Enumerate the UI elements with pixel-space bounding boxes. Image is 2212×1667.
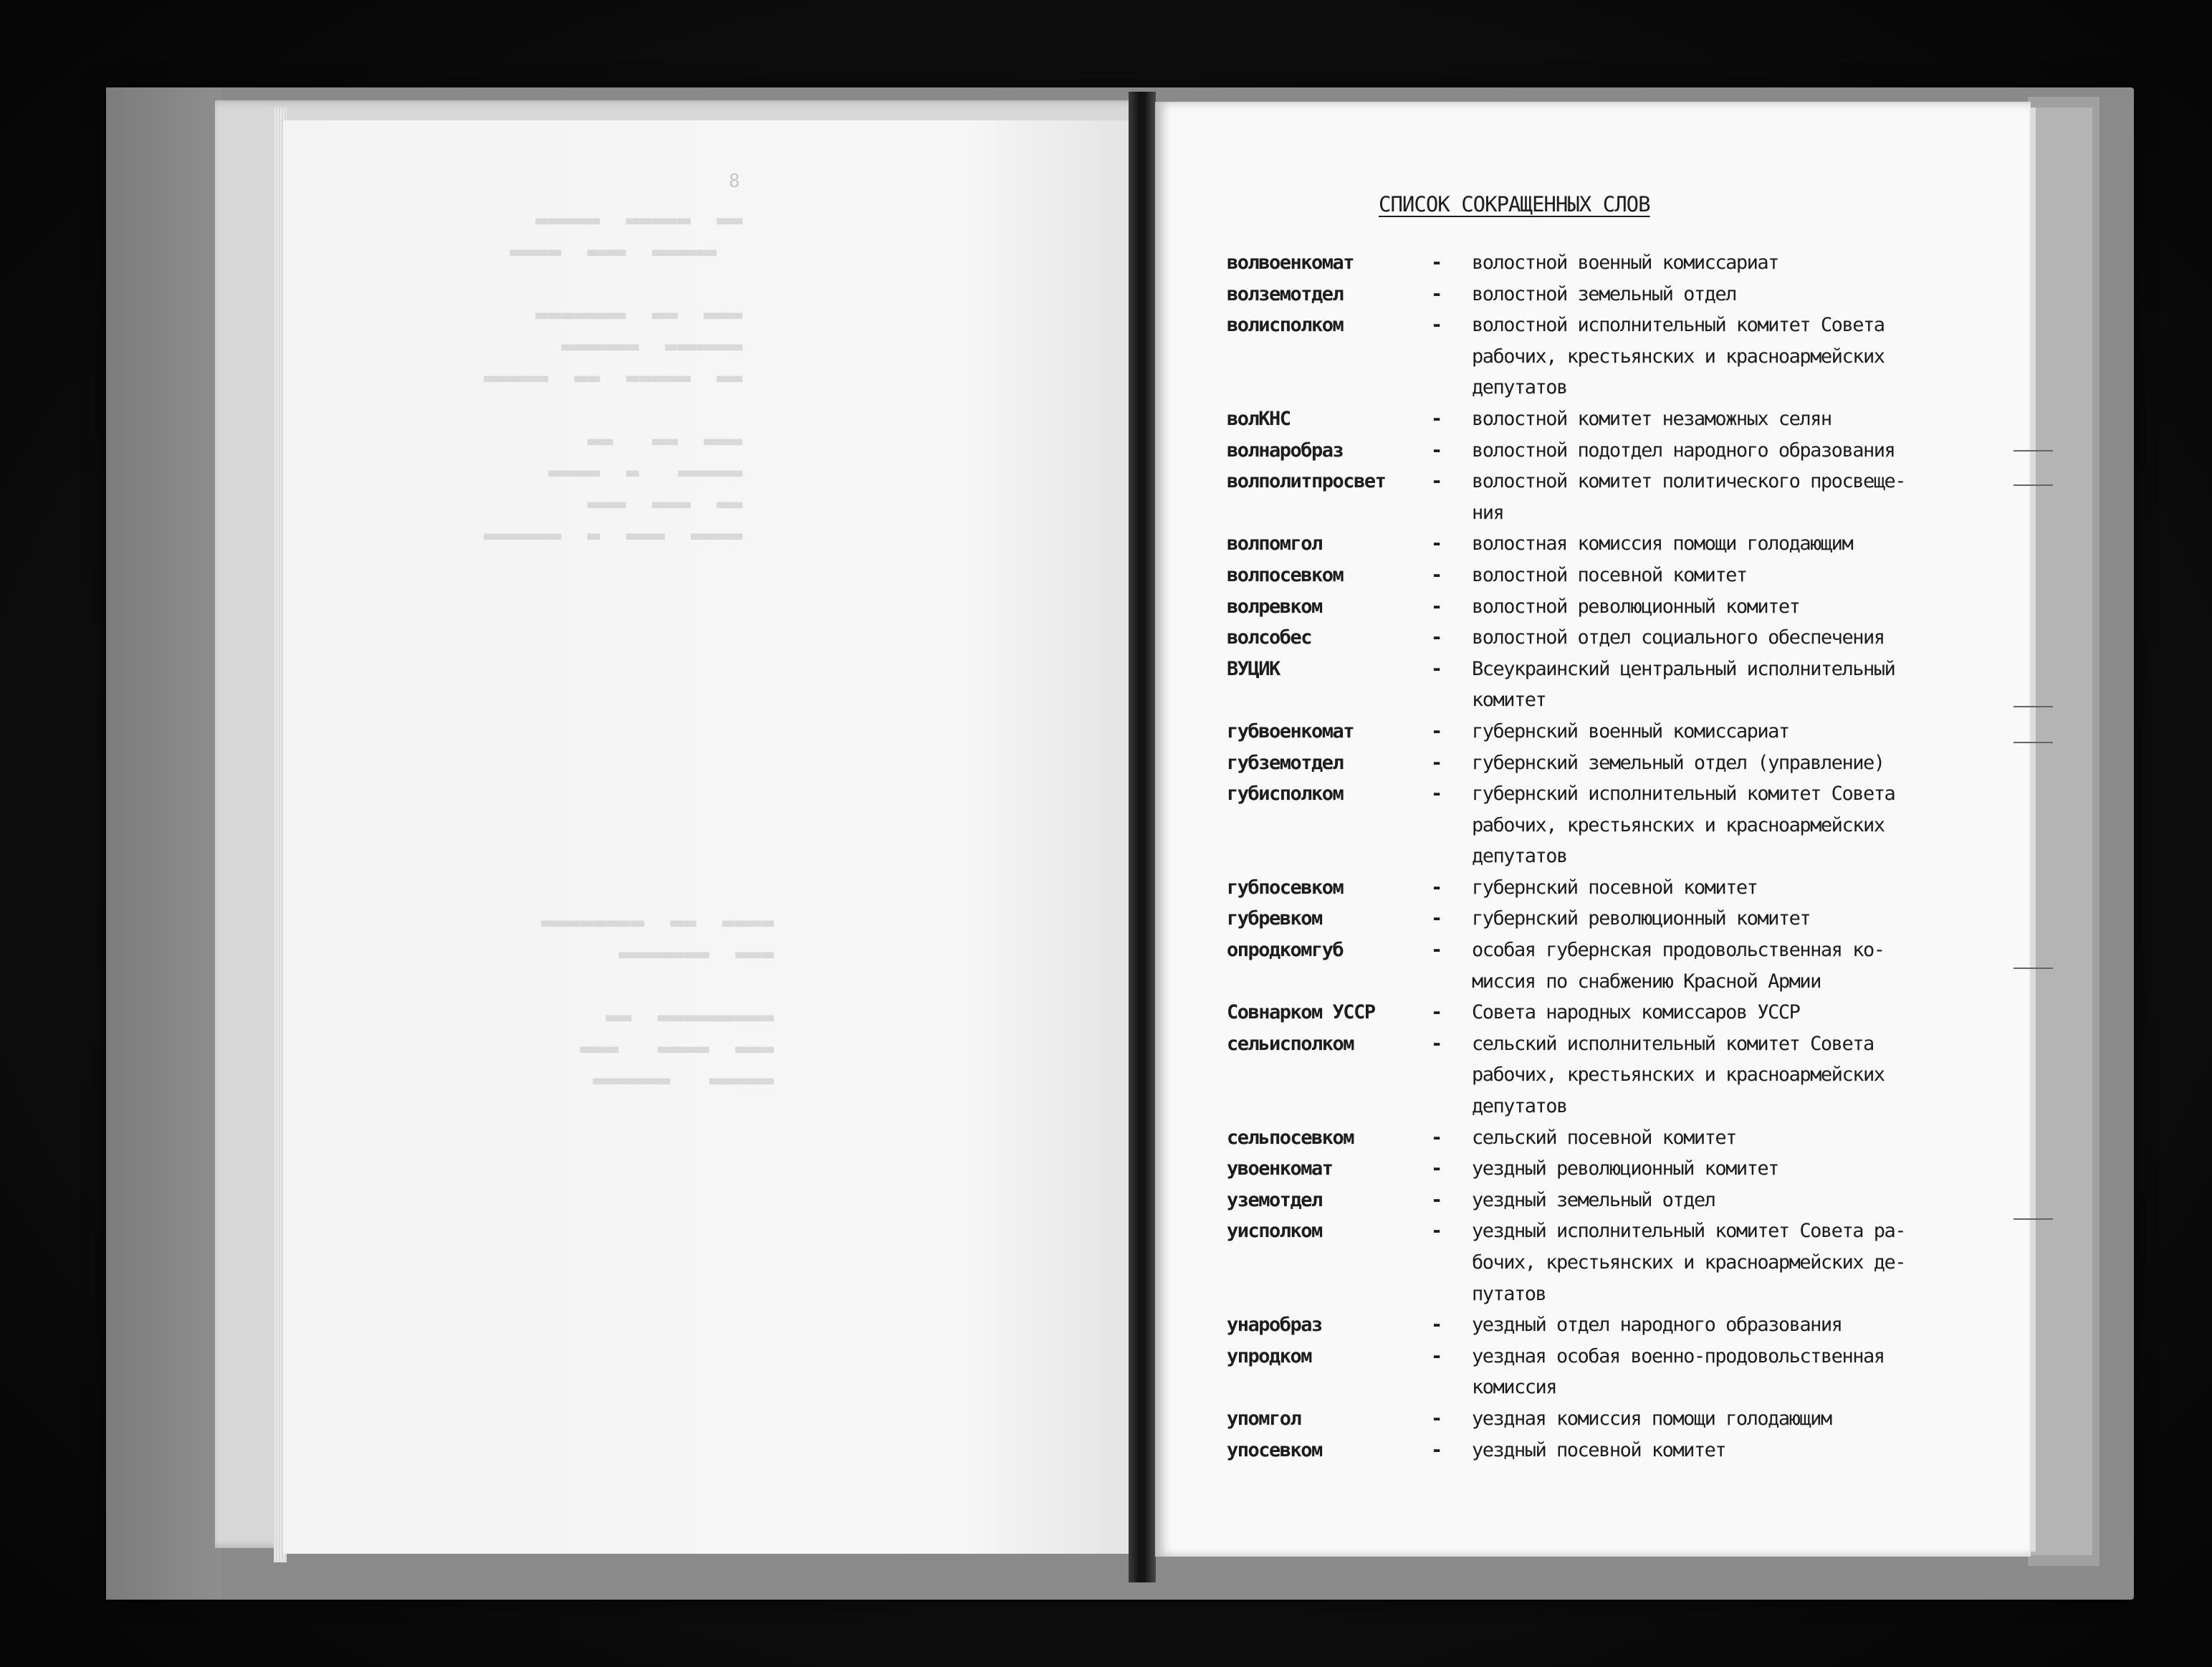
abbreviation-separator: - [1431,1407,1443,1430]
abbreviation-entry [1227,466,2008,528]
abbreviation-term: губпосевком [1227,876,1344,899]
abbreviation-definition: сельский исполнительный комитет Совета рабочих, крестьянских и красноармейских депутатов [1472,1032,1885,1118]
abbreviation-definition: губернский военный комиссариат [1472,720,1789,742]
right-page [1155,102,2031,1557]
abbreviation-separator: - [1431,783,1443,806]
abbreviation-entry [1227,1341,2008,1403]
abbreviation-separator: - [1431,1220,1443,1243]
abbreviation-separator: - [1431,1314,1443,1337]
abbreviation-definition: Совета народных комиссаров УССР [1472,1001,1800,1024]
abbreviation-term: уисполком [1227,1220,1322,1243]
abbreviation-term: волвоенкомат [1227,252,1354,274]
abbreviation-separator: - [1431,314,1443,337]
bleed-through-page-number: 8 [729,171,740,192]
abbreviation-separator: - [1431,939,1443,962]
abbreviation-definition: губернский земельный отдел (управление) [1472,751,1885,774]
abbreviation-separator: - [1431,470,1443,493]
page-tab-mark [2014,450,2053,452]
abbreviation-separator: - [1431,1344,1443,1367]
abbreviation-entry [1227,560,2008,591]
abbreviation-separator: - [1431,282,1443,305]
abbreviation-term: упомгол [1227,1407,1301,1430]
abbreviation-definition: уездный земельный отдел [1472,1188,1715,1211]
abbreviation-separator: - [1431,532,1443,555]
abbreviation-term: волземотдел [1227,282,1344,305]
abbreviation-term: унаробраз [1227,1314,1322,1337]
abbreviation-definition: волостная комиссия помощи голодающим [1472,532,1853,555]
abbreviation-entry [1227,528,2008,560]
abbreviation-entry [1227,1403,2008,1435]
abbreviation-separator: - [1431,907,1443,930]
abbreviation-definition: уездный посевной комитет [1472,1438,1726,1461]
abbreviation-definition: волостной отдел социального обеспечения [1472,626,1885,649]
abbreviation-definition: уездная особая военно-продовольственная комиссия [1472,1344,1885,1399]
abbreviation-separator: - [1431,626,1443,649]
abbreviation-entry [1227,1153,2008,1185]
abbreviation-entry [1227,1309,2008,1341]
abbreviation-separator: - [1431,595,1443,618]
abbreviation-entry [1227,1028,2008,1122]
page-tab-mark [2014,706,2053,707]
abbreviation-entry [1227,247,2008,279]
abbreviation-entry [1227,622,2008,654]
abbreviation-separator: - [1431,252,1443,274]
abbreviation-separator: - [1431,407,1443,430]
abbreviation-separator: - [1431,1188,1443,1211]
abbreviation-definition: Всеукраинский центральный исполнительный комитет [1472,657,1895,712]
page-tab-mark [2014,742,2053,743]
abbreviation-entry [1227,872,2008,904]
abbreviation-definition: особая губернская продовольственная ко- миссия по снабжению Красной Армии [1472,939,1885,993]
cover-shade [106,87,221,1600]
abbreviation-term: волпомгол [1227,532,1322,555]
abbreviation-entry [1227,935,2008,997]
abbreviation-separator: - [1431,1438,1443,1461]
abbreviation-entry [1227,310,2008,403]
abbreviation-term: губисполком [1227,783,1344,806]
page-tab-mark [2014,484,2053,486]
abbreviation-definition: волостной посевной комитет [1472,563,1747,586]
abbreviation-entry [1227,279,2008,310]
bleed-through-text: ▬▬▬▬ ▬▬▬ ▬ ▬▬▬▬▬▬ ▬▬ ▬▬▬ ▬▬▬ ▬▬▬▬▬ ▬ ▬▬▬▬ ▬▬▬ ▬▬ ▬▬ ▬▬ ▬▬▬▬▬ ▬▬ ▬▬▬▬▬ ▬▬▬▬▬▬ ▬▬▬▬▬▬ ▬▬▬ ▬▬ ▬▬▬▬▬▬▬ ▬▬▬▬▬ ▬▬▬ ▬▬▬▬ ▬▬ ▬▬▬▬▬ ▬▬▬▬▬ [484,210,743,550]
abbreviation-separator: - [1431,876,1443,899]
abbreviation-term: волполитпросвет [1227,470,1386,493]
abbreviation-entry [1227,1215,2008,1309]
abbreviation-term: ВУЦИК [1227,657,1280,680]
abbreviation-term: увоенкомат [1227,1157,1333,1180]
abbreviation-list [1227,247,2008,1466]
page-tab-mark [2014,1218,2053,1220]
abbreviation-entry [1227,997,2008,1028]
abbreviation-separator: - [1431,657,1443,680]
abbreviation-term: губвоенкомат [1227,720,1354,742]
book-gutter [1129,92,1156,1582]
abbreviation-separator: - [1431,751,1443,774]
abbreviation-term: опродкомгуб [1227,939,1344,962]
abbreviation-term: уземотдел [1227,1188,1322,1211]
abbreviation-separator: - [1431,1126,1443,1149]
abbreviation-entry [1227,654,2008,716]
abbreviation-separator: - [1431,563,1443,586]
abbreviation-definition: волостной комитет политического просвеще- ния [1472,470,1905,524]
abbreviation-term: волисполком [1227,314,1344,337]
abbreviation-definition: волостной военный комиссариат [1472,252,1778,274]
abbreviation-separator: - [1431,439,1443,462]
abbreviation-term: волревком [1227,595,1322,618]
abbreviation-definition: уездная комиссия помощи голодающим [1472,1407,1832,1430]
abbreviation-entry [1227,1122,2008,1154]
abbreviation-term: сельисполком [1227,1032,1354,1055]
abbreviation-separator: - [1431,1157,1443,1180]
right-page-edge [2030,108,2036,1552]
abbreviation-term: губревком [1227,907,1322,930]
abbreviation-entry [1227,778,2008,872]
page-title: СПИСОК СОКРАЩЕННЫХ СЛОВ [1379,192,1650,216]
abbreviation-definition: уездный исполнительный комитет Совета ра- бочих, крестьянских и красноармейских де- путатов [1472,1220,1905,1305]
abbreviation-definition: волостной исполнительный комитет Совета рабочих, крестьянских и красноармейских депутатов [1472,314,1885,399]
abbreviation-entry [1227,435,2008,467]
abbreviation-definition: губернский исполнительный комитет Совета рабочих, крестьянских и красноармейских депутатов [1472,783,1895,868]
abbreviation-entry [1227,747,2008,779]
abbreviation-definition: волостной комитет незаможных селян [1472,407,1832,430]
abbreviation-term: волнаробраз [1227,439,1344,462]
abbreviation-definition: волостной революционный комитет [1472,595,1800,618]
abbreviation-term: упосевком [1227,1438,1322,1461]
abbreviation-entry [1227,1435,2008,1466]
abbreviation-entry [1227,903,2008,935]
abbreviation-term: Совнарком УССР [1227,1001,1375,1024]
abbreviation-definition: уездный революционный комитет [1472,1157,1778,1180]
abbreviation-definition: сельский посевной комитет [1472,1126,1736,1149]
abbreviation-separator: - [1431,720,1443,742]
abbreviation-term: волпосевком [1227,563,1344,586]
abbreviation-definition: волостной земельный отдел [1472,282,1736,305]
abbreviation-definition: губернский революционный комитет [1472,907,1811,930]
abbreviation-term: губземотдел [1227,751,1344,774]
bleed-through-text-2: ▬▬▬▬▬ ▬▬▬▬▬▬ ▬▬▬ ▬▬▬▬ ▬▬▬ ▬▬▬▬▬▬▬▬▬ ▬▬ ▬▬▬ ▬▬▬▬▬▬▬ ▬▬▬▬ ▬▬ ▬▬▬▬▬▬▬▬ [541,912,775,1095]
abbreviation-definition: губернский посевной комитет [1472,876,1758,899]
abbreviation-separator: - [1431,1001,1443,1024]
page-tab-mark [2014,968,2053,969]
abbreviation-term: волсобес [1227,626,1312,649]
abbreviation-definition: уездный отдел народного образования [1472,1314,1842,1337]
abbreviation-entry [1227,716,2008,747]
left-page [283,120,1129,1554]
abbreviation-entry [1227,403,2008,435]
abbreviation-term: сельпосевком [1227,1126,1354,1149]
abbreviation-term: упродком [1227,1344,1312,1367]
abbreviation-entry [1227,591,2008,623]
abbreviation-entry [1227,1185,2008,1216]
abbreviation-term: волКНС [1227,407,1291,430]
abbreviation-separator: - [1431,1032,1443,1055]
abbreviation-definition: волостной подотдел народного образования [1472,439,1895,462]
